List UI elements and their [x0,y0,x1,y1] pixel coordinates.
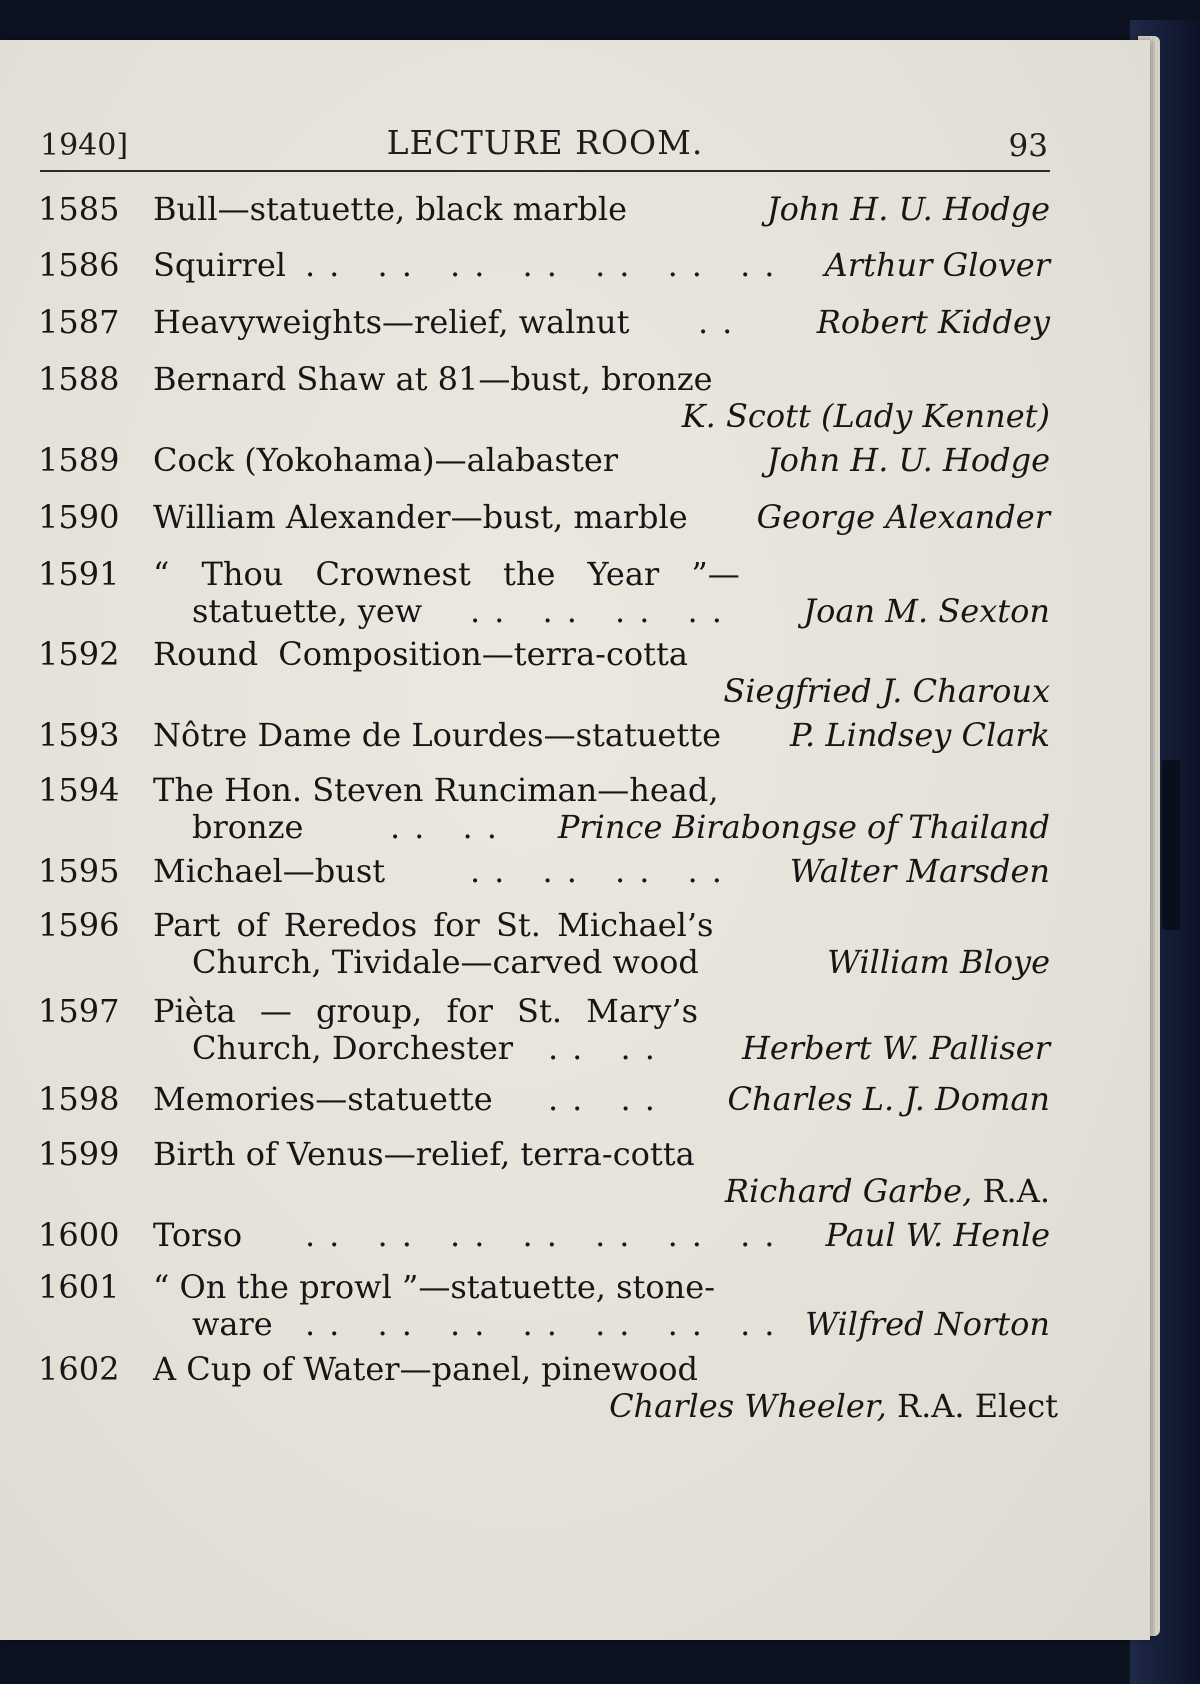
entry-number: 1589 [38,441,120,479]
leader-dots: .. [698,303,747,341]
entry-number: 1592 [38,635,120,673]
entry-title: Michael—bust [153,852,386,890]
entry-title: The Hon. Steven Runciman—head, [153,771,719,809]
entry-title: Part of Reredos for St. Michael’s [153,906,714,944]
header-year: 1940] [40,128,129,163]
leader-dots: .. .. .. .. .. .. .. [305,1305,789,1343]
entry-title: Torso [153,1216,243,1254]
entry-artist: Walter Marsden [789,852,1050,890]
entry-title-continued: ware [192,1305,273,1343]
entry-artist: Siegfried J. Charoux [723,672,1050,710]
entry-artist: Paul W. Henle [825,1216,1050,1254]
leader-dots: .. .. .. .. .. .. .. [305,246,789,284]
entry-title: Bernard Shaw at 81—bust, bronze [153,360,713,398]
entry-artist: George Alexander [756,498,1050,536]
leader-dots: .. .. .. .. [470,852,736,890]
entry-number: 1600 [38,1216,120,1254]
entry-number: 1598 [38,1080,120,1118]
cover-tab [1162,760,1180,930]
entry-number: 1585 [38,190,120,228]
entry-artist: Joan M. Sexton [803,592,1050,630]
entry-title: Squirrel [153,246,287,284]
header-title: LECTURE ROOM. [386,123,704,162]
entry-title: Memories—statuette [153,1080,493,1118]
entry-artist: John H. U. Hodge [766,441,1050,479]
entry-artist: P. Lindsey Clark [789,716,1050,754]
entry-artist: K. Scott (Lady Kennet) [681,397,1050,435]
catalogue-list [0,40,1150,1640]
entry-title-continued: Church, Dorchester [192,1029,514,1067]
entry-title: Nôtre Dame de Lourdes—statuette [153,716,721,754]
entry-artist [725,1172,1050,1210]
entry-number: 1587 [38,303,120,341]
entry-artist: Arthur Glover [824,246,1050,284]
entry-artist: Prince Birabongse of Thailand [557,808,1050,846]
entry-artist: William Bloye [827,943,1050,981]
entry-number: 1599 [38,1135,120,1173]
entry-title: Cock (Yokohama)—alabaster [153,441,619,479]
entry-artist: Charles L. J. Doman [727,1080,1050,1118]
page-number: 93 [1008,128,1048,164]
entry-number: 1597 [38,992,120,1030]
entry-number: 1591 [38,555,120,593]
leader-dots: .. .. .. .. .. .. .. [305,1216,789,1254]
entry-number: 1596 [38,906,120,944]
entry-title: “ On the prowl ”—statuette, stone- [153,1268,715,1306]
entry-number: 1593 [38,716,120,754]
entry-title-continued: bronze [192,808,304,846]
entry-number: 1586 [38,246,120,284]
entry-artist: Robert Kiddey [816,303,1050,341]
entry-title: Birth of Venus—relief, terra-cotta [153,1135,695,1173]
entry-number: 1590 [38,498,120,536]
entry-title: Pièta — group, for St. Mary’s [153,992,698,1030]
entry-title: Round Composition—terra-cotta [153,635,688,673]
entry-title: Bull—statuette, black marble [153,190,628,228]
leader-dots: .. .. [390,808,511,846]
leader-dots: .. .. .. .. [470,592,736,630]
entry-number: 1602 [38,1350,120,1388]
entry-title: “ Thou Crownest the Year ”— [153,555,740,593]
artist-honour: R.A. Elect [896,1387,1058,1425]
leader-dots: .. .. [548,1029,669,1067]
entry-title: Heavyweights—relief, walnut [153,303,630,341]
artist-honour: R.A. [982,1172,1050,1210]
entry-artist: John H. U. Hodge [766,190,1050,228]
book-page [0,40,1150,1640]
entry-number: 1601 [38,1268,120,1306]
entry-artist: Herbert W. Palliser [741,1029,1050,1067]
entry-artist: Wilfred Norton [805,1305,1050,1343]
leader-dots: .. .. [548,1080,669,1118]
artist-name: Richard Garbe, [724,1172,973,1210]
entry-title-continued: statuette, yew [192,592,423,630]
entry-number: 1595 [38,852,120,890]
entry-number: 1594 [38,771,120,809]
entry-title-continued: Church, Tividale—carved wood [192,943,699,981]
entry-number: 1588 [38,360,120,398]
artist-name: Charles Wheeler, [609,1387,887,1425]
entry-title: William Alexander—bust, marble [153,498,688,536]
entry-title: A Cup of Water—panel, pinewood [153,1350,698,1388]
entry-artist [609,1387,1058,1425]
